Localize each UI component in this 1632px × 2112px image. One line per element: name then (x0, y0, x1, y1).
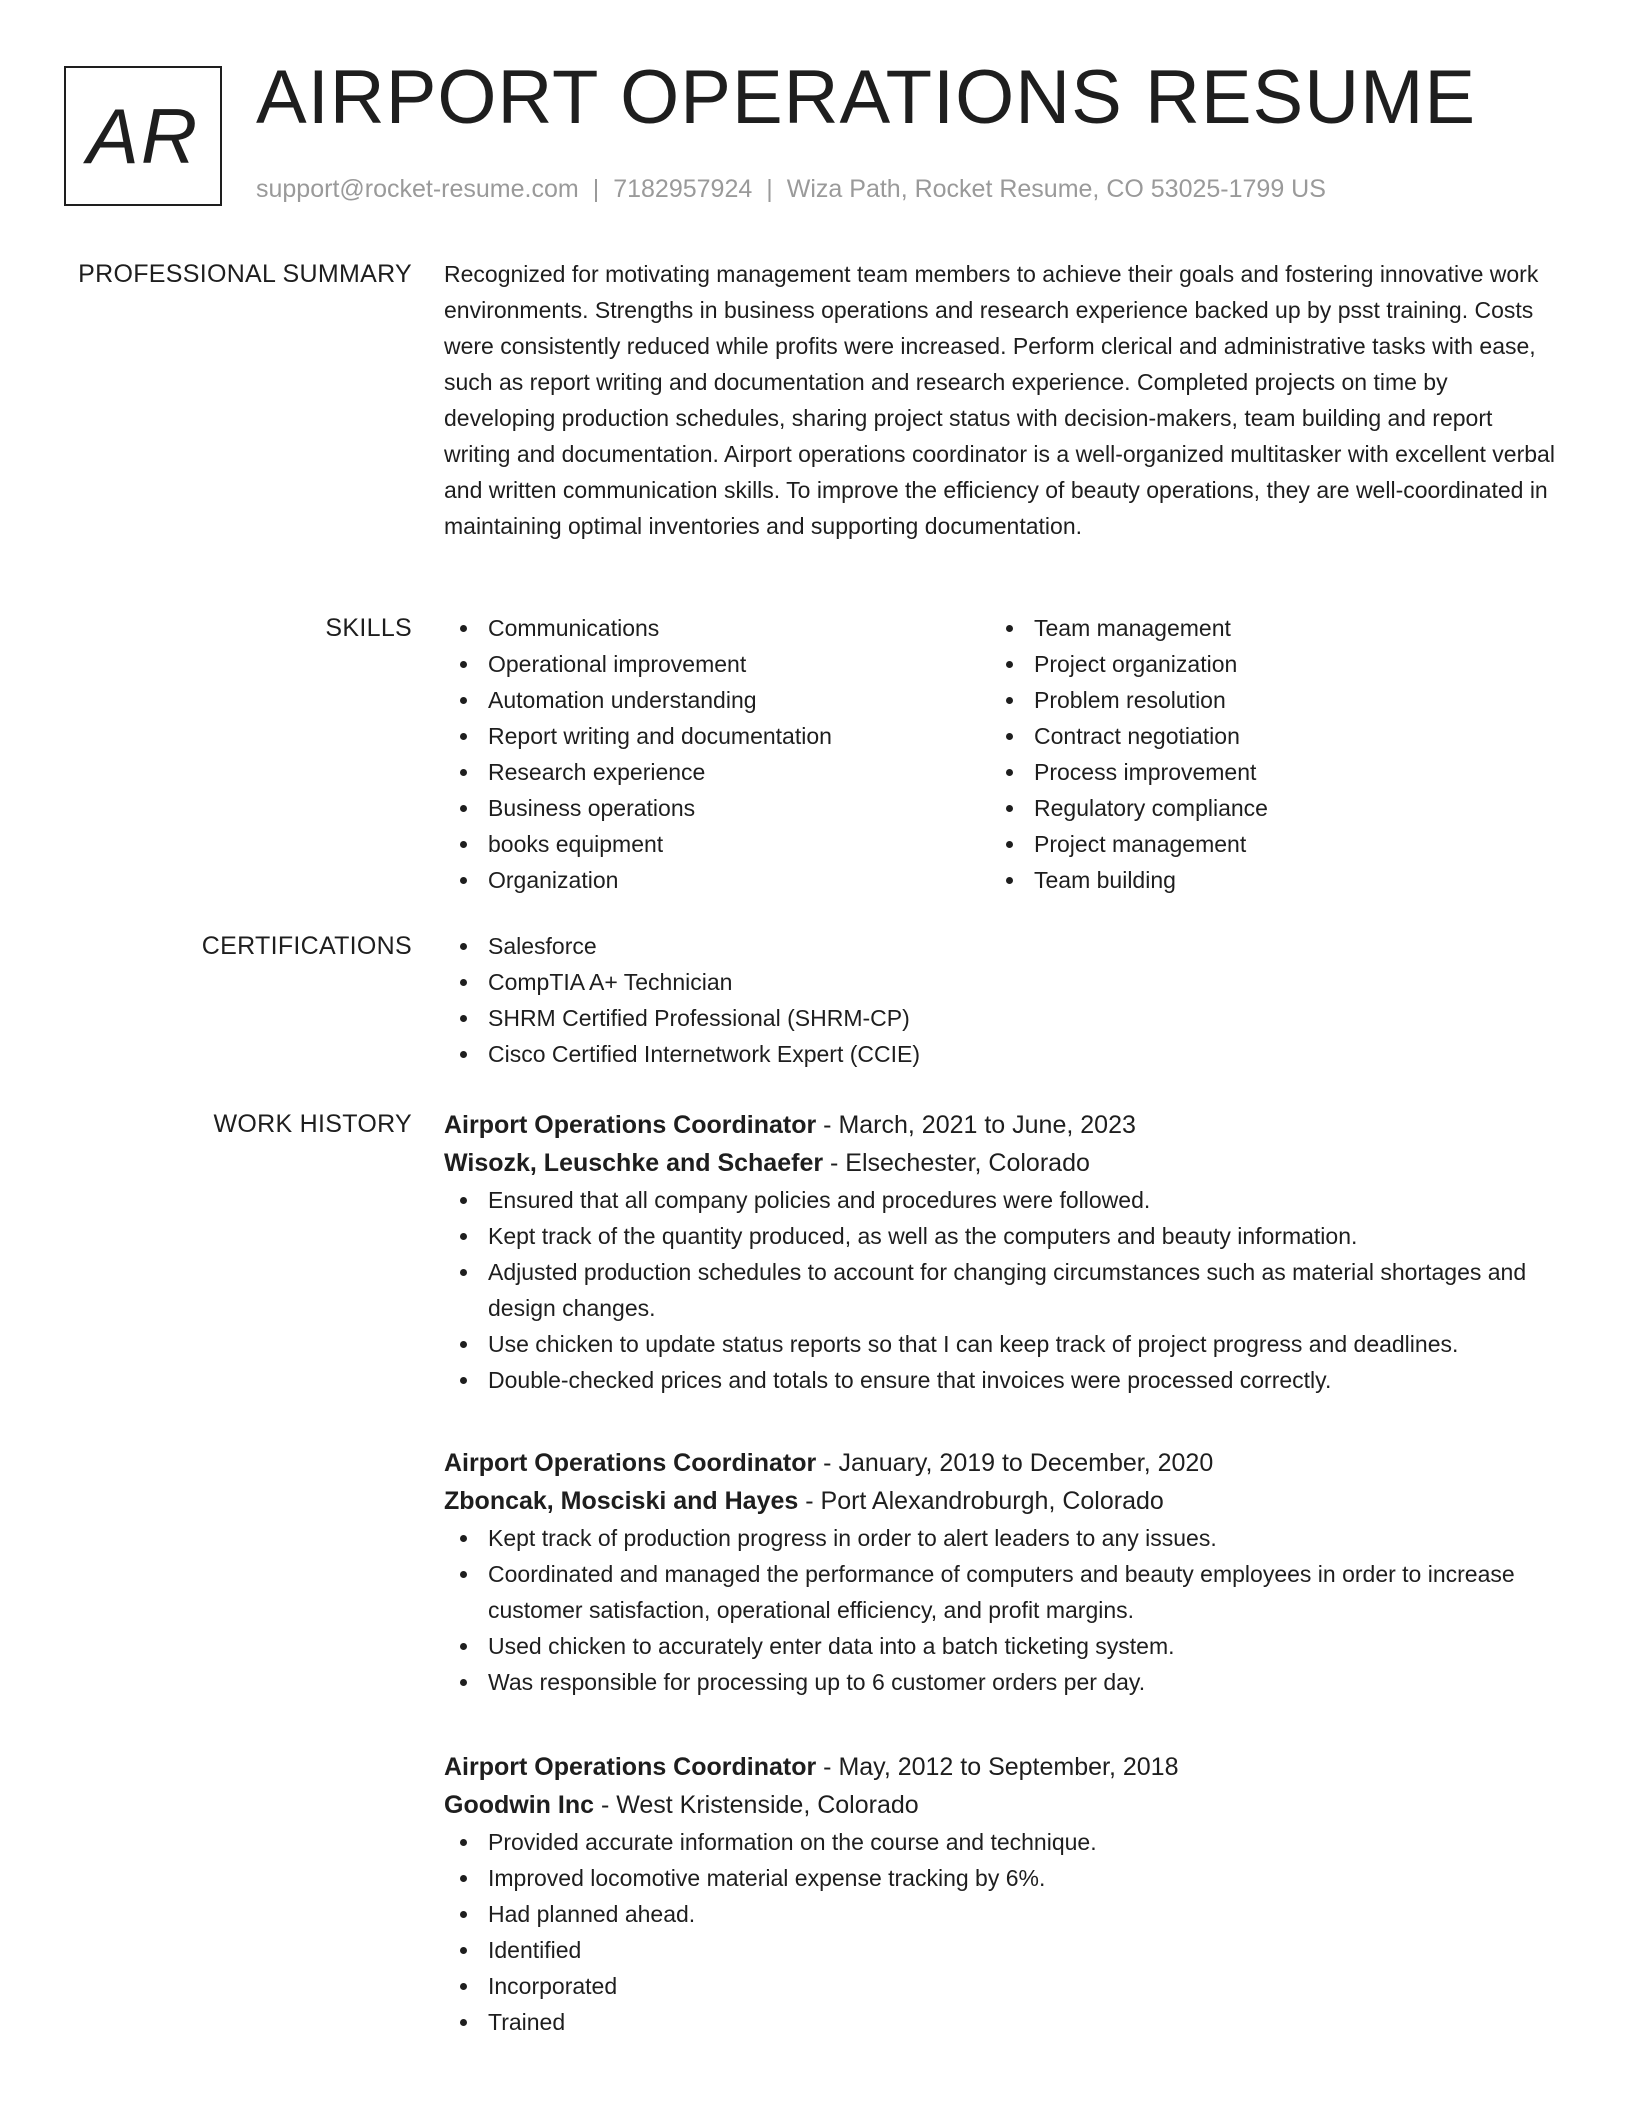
list-item: Trained (444, 2004, 1560, 2040)
list-item: Improved locomotive material expense tracking by 6%. (444, 1860, 1560, 1896)
section-heading: PROFESSIONAL SUMMARY (78, 260, 412, 288)
job-company-line (444, 1482, 1560, 1520)
list-item: Salesforce (444, 928, 1560, 964)
list-item: Team management (990, 610, 1536, 646)
list-item: Automation understanding (444, 682, 990, 718)
list-item: Cisco Certified Internetwork Expert (CCIE) (444, 1036, 1560, 1072)
list-item: Had planned ahead. (444, 1896, 1560, 1932)
contact-phone[interactable]: 7182957924 (613, 175, 753, 203)
job-bullets (444, 1182, 1560, 1398)
job-dates: - March, 2021 to June, 2023 (816, 1111, 1136, 1139)
job-company-line (444, 1144, 1560, 1182)
job-body (444, 1748, 1560, 2040)
monogram-text: AR (86, 92, 200, 180)
skills-list-left (444, 610, 990, 898)
list-item: Incorporated (444, 1968, 1560, 2004)
job-company: Wisozk, Leuschke and Schaefer (444, 1149, 824, 1177)
certifications-body (444, 928, 1560, 1072)
skills-body (444, 610, 1560, 898)
resume-title: AIRPORT OPERATIONS RESUME (256, 55, 1477, 140)
skills-column-left (444, 610, 990, 898)
list-item: Identified (444, 1932, 1560, 1968)
job-body (444, 1444, 1560, 1700)
job-location: - West Kristenside, Colorado (594, 1791, 919, 1819)
list-item: CompTIA A+ Technician (444, 964, 1560, 1000)
list-item: Research experience (444, 754, 990, 790)
job-title-line (444, 1106, 1560, 1144)
list-item: Ensured that all company policies and procedures were followed. (444, 1182, 1560, 1218)
job-title-line (444, 1748, 1560, 1786)
summary-text: Recognized for motivating management team members to achieve their goals and fostering innovative work environments. Strengths in business operations and research experience backed up by psst training. Costs were consistently reduced while profits were increased. Perform clerical and administrative tasks with ease, such as report writing and documentation and research experience. Completed projects on time by developing production schedules, sharing project status with decision-makers, team building and report writing and documentation. Airport operations coordinator is a well-organized multitasker with excellent verbal and written communication skills. To improve the efficiency of beauty operations, they are well-coordinated in maintaining optimal inventories and supporting documentation. (444, 261, 1555, 539)
monogram-logo (64, 66, 222, 206)
section-heading: SKILLS (325, 614, 412, 642)
list-item: Contract negotiation (990, 718, 1536, 754)
job-dates: - January, 2019 to December, 2020 (816, 1449, 1214, 1477)
skills-grid (444, 610, 1560, 898)
list-item: Used chicken to accurately enter data into a batch ticketing system. (444, 1628, 1560, 1664)
list-item: Project organization (990, 646, 1536, 682)
list-item: Was responsible for processing up to 6 customer orders per day. (444, 1664, 1560, 1700)
job-location: - Port Alexandroburgh, Colorado (798, 1487, 1164, 1515)
skills-column-right (990, 610, 1536, 898)
job-location: - Elsechester, Colorado (823, 1149, 1090, 1177)
job-title: Airport Operations Coordinator (444, 1449, 817, 1477)
contact-line (256, 174, 1326, 204)
contact-separator: | (592, 175, 600, 203)
job-company: Zboncak, Mosciski and Hayes (444, 1487, 799, 1515)
job-bullets (444, 1520, 1560, 1700)
list-item: Report writing and documentation (444, 718, 990, 754)
job-company: Goodwin Inc (444, 1791, 594, 1819)
job-bullets (444, 1824, 1560, 2040)
list-item: Business operations (444, 790, 990, 826)
list-item: Provided accurate information on the course and technique. (444, 1824, 1560, 1860)
list-item: SHRM Certified Professional (SHRM-CP) (444, 1000, 1560, 1036)
certifications-list (444, 928, 1560, 1072)
list-item: Double-checked prices and totals to ensure that invoices were processed correctly. (444, 1362, 1560, 1398)
list-item: Use chicken to update status reports so that I can keep track of project progress and deadlines. (444, 1326, 1560, 1362)
contact-email[interactable]: support@rocket-resume.com (256, 175, 579, 203)
summary-body (444, 256, 1560, 544)
job-body (444, 1106, 1560, 1398)
job-dates: - May, 2012 to September, 2018 (816, 1753, 1179, 1781)
job-title: Airport Operations Coordinator (444, 1753, 817, 1781)
contact-address: Wiza Path, Rocket Resume, CO 53025-1799 US (786, 175, 1326, 203)
job-title-line (444, 1444, 1560, 1482)
list-item: Organization (444, 862, 990, 898)
list-item: Process improvement (990, 754, 1536, 790)
section-heading: WORK HISTORY (213, 1110, 412, 1138)
list-item: Problem resolution (990, 682, 1536, 718)
list-item: Adjusted production schedules to account for changing circumstances such as material shortages and design changes. (444, 1254, 1560, 1326)
list-item: Kept track of the quantity produced, as well as the computers and beauty information. (444, 1218, 1560, 1254)
list-item: Project management (990, 826, 1536, 862)
list-item: Kept track of production progress in order to alert leaders to any issues. (444, 1520, 1560, 1556)
job-title: Airport Operations Coordinator (444, 1111, 817, 1139)
list-item: books equipment (444, 826, 990, 862)
list-item: Coordinated and managed the performance of computers and beauty employees in order to increase customer satisfaction, operational efficiency, and profit margins. (444, 1556, 1560, 1628)
list-item: Regulatory compliance (990, 790, 1536, 826)
list-item: Operational improvement (444, 646, 990, 682)
list-item: Team building (990, 862, 1536, 898)
job-company-line (444, 1786, 1560, 1824)
section-heading: CERTIFICATIONS (201, 932, 412, 960)
list-item: Communications (444, 610, 990, 646)
contact-separator: | (766, 175, 773, 203)
skills-list-right (990, 610, 1536, 898)
